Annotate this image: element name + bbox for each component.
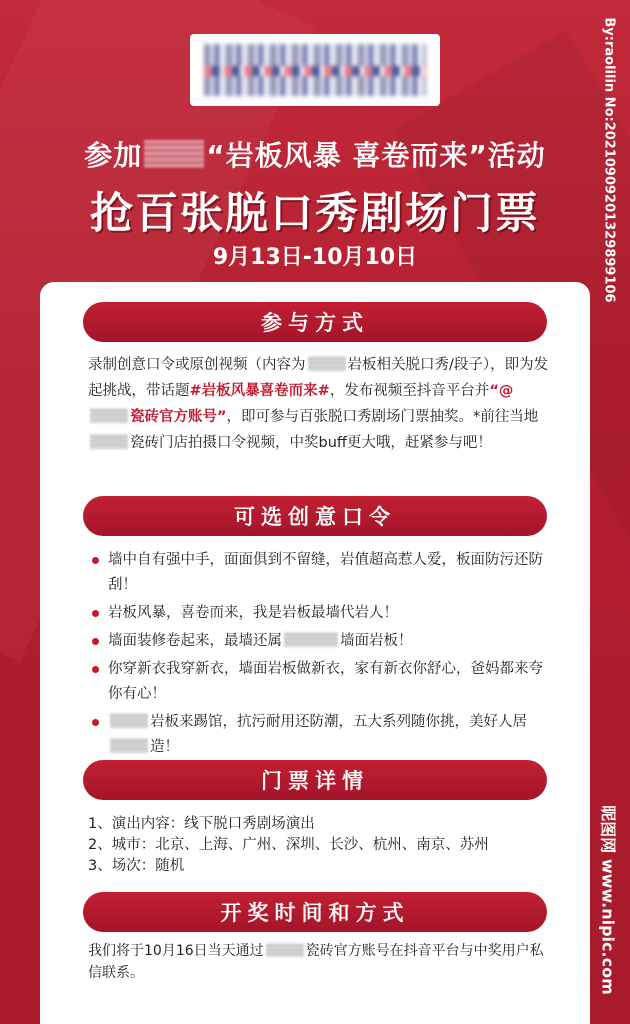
list-item: 岩板风暴，喜卷而来，我是岩板最墙代岩人！ [90,601,556,626]
list-item: 岩板来踢馆，抗污耐用还防潮，五大系列随你挑，美好人居造！ [90,710,556,760]
bullet-dot-icon [92,638,99,645]
list-item: 你穿新衣我穿新衣，墙面岩板做新衣，家有新衣你舒心，爸妈都来夸你有心！ [90,657,556,707]
list-item: 墙面装修卷起来，最墙还属 墙面岩板！ [90,629,556,654]
redacted-brand [308,356,346,371]
redacted-brand [90,408,128,423]
list-item: 墙中自有强中手，面面俱到不留缝，岩值超高惹人爱，板面防污还防刮！ [90,548,556,598]
participate-text: 录制创意口令或原创视频（内容为 岩板相关脱口秀/段子），即为发起挑战，带话题#岩板风暴喜卷而来#，发布视频至抖音平台并“@瓷砖官方账号”，即可参与百张脱口秀剧场门票抽奖。*前往当地瓷砖门店拍摄口令视频，中奖buff更大哦，赶紧参与吧！ [88,357,549,451]
ticket-line: 1、演出内容：线下脱口秀剧场演出 [88,816,315,832]
date-range: 9月13日-10月10日 [212,245,418,270]
section-heading-slogans: 可选创意口令 [83,496,547,536]
blurred-logo-image [204,44,426,96]
author-id-text: By:raolilin No:20210909201329899106 [601,17,617,303]
section-heading-lottery: 开奖时间和方式 [83,892,547,932]
ticket-line: 2、城市：北京、上海、广州、深圳、长沙、杭州、南京、苏州 [88,837,489,853]
content-card [40,282,590,1024]
official-account: “@瓷砖官方账号” [88,383,513,425]
redacted-brand [110,713,148,728]
bullet-dot-icon [92,719,99,726]
event-title [0,134,630,174]
section-heading-tickets: 门票详情 [83,760,547,800]
bullet-dot-icon [92,557,99,564]
brand-logo [190,34,440,106]
site-watermark: 昵图网 www.nipic.com [598,805,618,995]
redacted-brand [144,140,204,168]
ticket-details [88,814,554,877]
slogan-list [90,548,556,763]
redacted-brand [90,434,128,449]
redacted-brand [284,632,338,647]
ticket-line: 3、场次：随机 [88,858,185,874]
main-headline: 抢百张脱口秀剧场门票 [90,189,540,239]
redacted-brand [110,738,148,753]
title-prefix: 参加 [84,139,143,172]
redacted-brand [266,943,304,957]
bullet-dot-icon [92,610,99,617]
title-suffix: “岩板风暴 喜卷而来”活动 [206,139,546,172]
bullet-dot-icon [92,666,99,673]
hashtag: #岩板风暴喜卷而来# [189,383,330,399]
section-heading-participate: 参与方式 [83,302,547,342]
lottery-text: 我们将于10月16日当天通过 瓷砖官方账号在抖音平台与中奖用户私信联系。 [88,943,544,981]
